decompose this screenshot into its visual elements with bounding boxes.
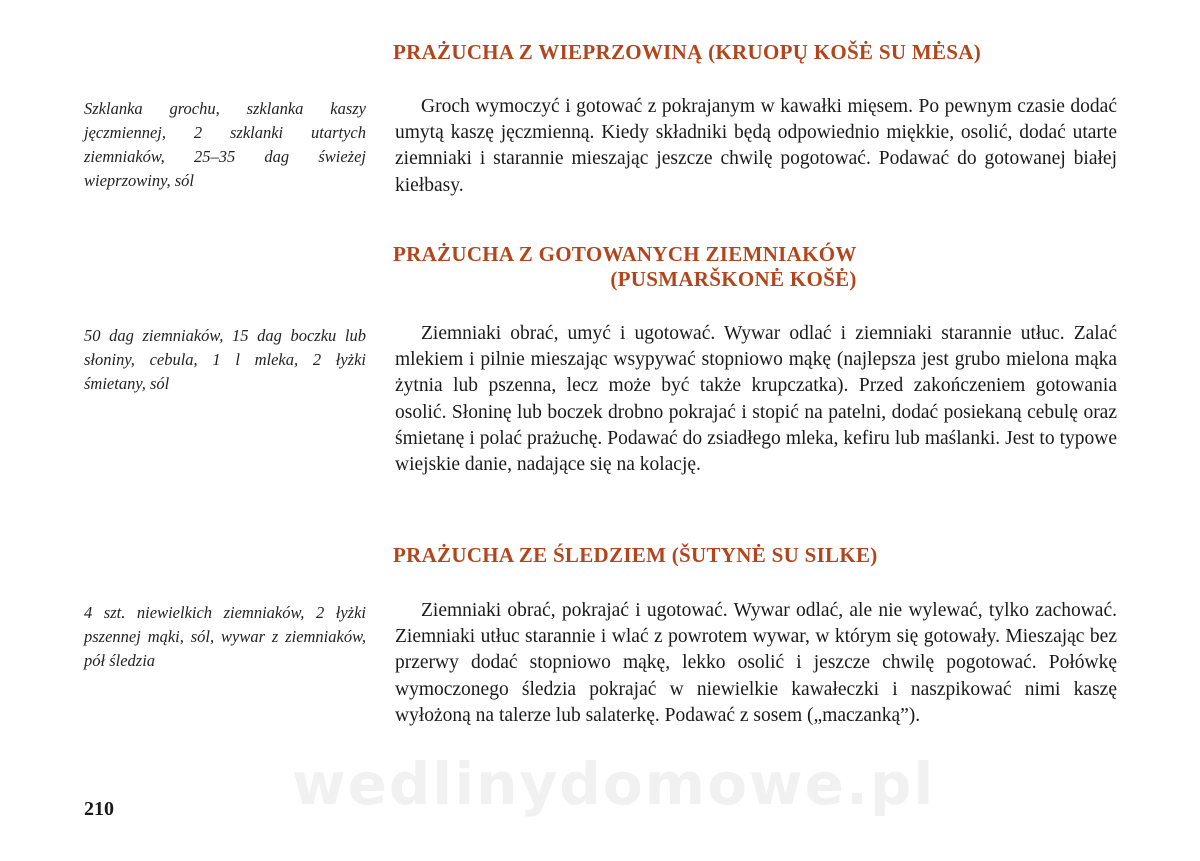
recipe-title [393, 40, 981, 65]
page-number: 210 [84, 798, 114, 820]
recipe-instructions: Ziemniaki obrać, pokrajać i ugotować. Wywar odlać, ale nie wylewać, tylko zachować. Ziemniaki utłuc starannie i wlać z powrotem wywar, w którym się gotowały. Mieszając bez przerwy dodać stopniowo mąkę, lekko osolić i jeszcze chwilę pogotować. Połówkę wymoczonego śledzia pokrajać w niewielkie kawałeczki i naszpikować nimi kaszę wyłożoną na talerze lub salaterkę. Podawać z sosem („maczanką”). [395, 600, 1117, 726]
recipe-title [393, 242, 857, 292]
recipe-ingredients: 4 szt. niewielkich ziemniaków, 2 łyżki pszennej mąki, sól, wywar z ziemniaków, pół śledzia [84, 603, 366, 670]
recipe-ingredients: Szklanka grochu, szklanka kaszy jęczmiennej, 2 szklanki utartych ziemniaków, 25–35 dag świeżej wieprzowiny, sól [84, 99, 366, 190]
recipe-title-line: PRAŻUCHA Z GOTOWANYCH ZIEMNIAKÓW [393, 242, 857, 266]
recipe-instructions: Ziemniaki obrać, umyć i ugotować. Wywar odlać i ziemniaki starannie utłuc. Zalać mlekiem i pilnie mieszając wsypywać stopniowo mąkę (najlepsza jest grubo mielona mąka żytnia lub pszenna, lecz może być także krupczatka). Przed zakończeniem gotowania osolić. Słoninę lub boczek drobno pokrajać i stopić na patelni, dodać posiekaną cebulę oraz śmietanę i polać prażuchę. Podawać do zsiadłego mleka, kefiru lub maślanki. Jest to typowe wiejskie danie, nadające się na kolację. [395, 323, 1117, 476]
recipe-title-subtitle: (PUSMARŠKONĖ KOŠĖ) [610, 267, 857, 291]
watermark: wedlinydomowe.pl [292, 750, 936, 818]
recipe-ingredients: 50 dag ziemniaków, 15 dag boczku lub słoniny, cebula, 1 l mleka, 2 łyżki śmietany, sól [84, 326, 366, 393]
recipe-instructions: Groch wymoczyć i gotować z pokrajanym w kawałki mięsem. Po pewnym czasie dodać umytą kaszę jęczmienną. Kiedy składniki będą odpowiednio miękkie, osolić, dodać utarte ziemniaki i starannie mieszając jeszcze chwilę pogotować. Podawać do gotowanej białej kiełbasy. [395, 96, 1117, 196]
recipe-title-line: PRAŻUCHA Z WIEPRZOWINĄ (KRUOPŲ KOŠĖ SU MĖSA) [393, 40, 982, 64]
recipe-title [393, 543, 878, 568]
recipe-title-line: PRAŻUCHA ZE ŚLEDZIEM (ŠUTYNĖ SU SILKE) [393, 543, 878, 567]
